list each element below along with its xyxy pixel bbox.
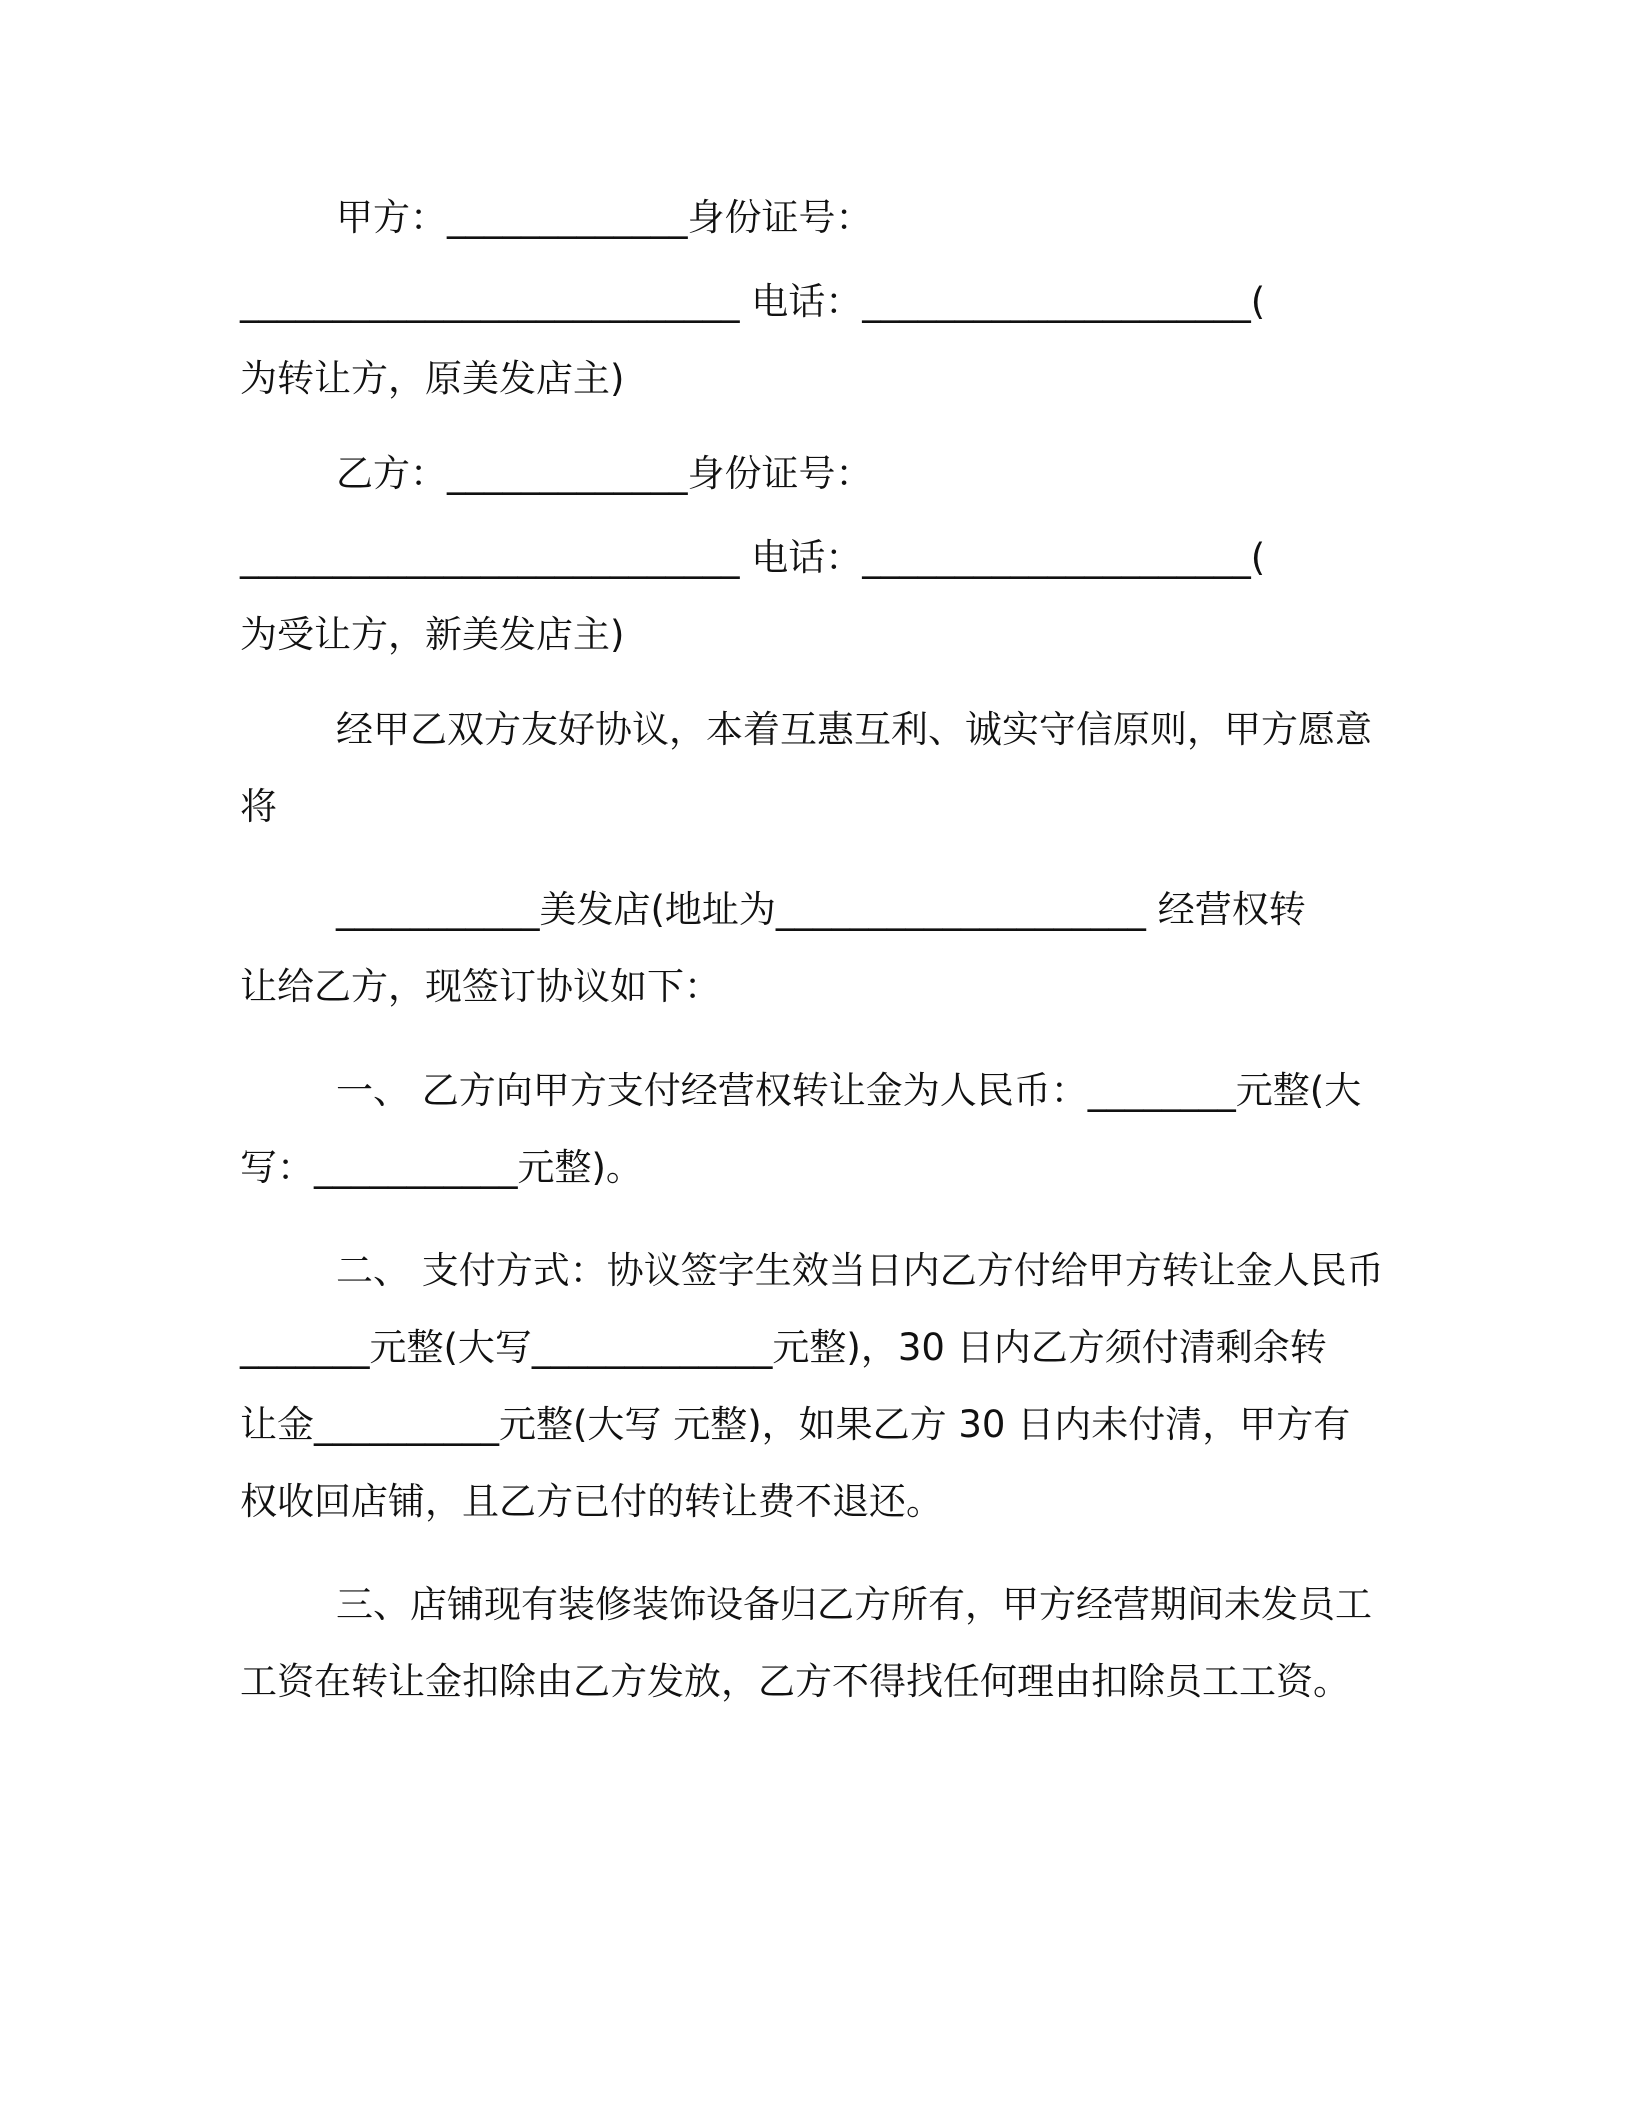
clause-1-line-2: 写：___________元整)。	[240, 1146, 643, 1189]
party-b-name-id-line: 乙方：_____________身份证号：	[336, 452, 873, 495]
intro-paragraph-line-1: 经甲乙双方友好协议，本着互惠互利、诚实守信原则，甲方愿意	[336, 708, 1372, 751]
party-b-phone-line: ___________________________ 电话：_____________________(	[240, 536, 1266, 579]
clause-3-line-1: 三、店铺现有装修装饰设备归乙方所有，甲方经营期间未发员工	[336, 1583, 1372, 1626]
intro-paragraph-line-2: 将	[240, 785, 277, 828]
clause-2-line-1: 二、 支付方式：协议签字生效当日内乙方付给甲方转让金人民币	[336, 1249, 1384, 1292]
clause-1-line-1: 一、 乙方向甲方支付经营权转让金为人民币：________元整(大	[336, 1069, 1362, 1112]
agreement-intro-line: 让给乙方，现签订协议如下：	[240, 965, 721, 1008]
party-a-phone-line: ___________________________ 电话：_____________________(	[240, 280, 1266, 323]
party-b-role-line: 为受让方，新美发店主)	[240, 613, 625, 656]
shop-address-line: ___________美发店(地址为____________________ 经营权转	[336, 888, 1306, 931]
party-a-name-id-line: 甲方：_____________身份证号：	[336, 196, 873, 239]
clause-2-line-4: 权收回店铺，且乙方已付的转让费不退还。	[240, 1480, 943, 1523]
clause-2-line-3: 让金__________元整(大写 元整)，如果乙方 30 日内未付清，甲方有	[240, 1403, 1351, 1446]
party-a-role-line: 为转让方，原美发店主)	[240, 357, 625, 400]
clause-3-line-2: 工资在转让金扣除由乙方发放，乙方不得找任何理由扣除员工工资。	[240, 1660, 1350, 1703]
clause-2-line-2: _______元整(大写_____________元整)，30 日内乙方须付清剩余转	[240, 1326, 1327, 1369]
